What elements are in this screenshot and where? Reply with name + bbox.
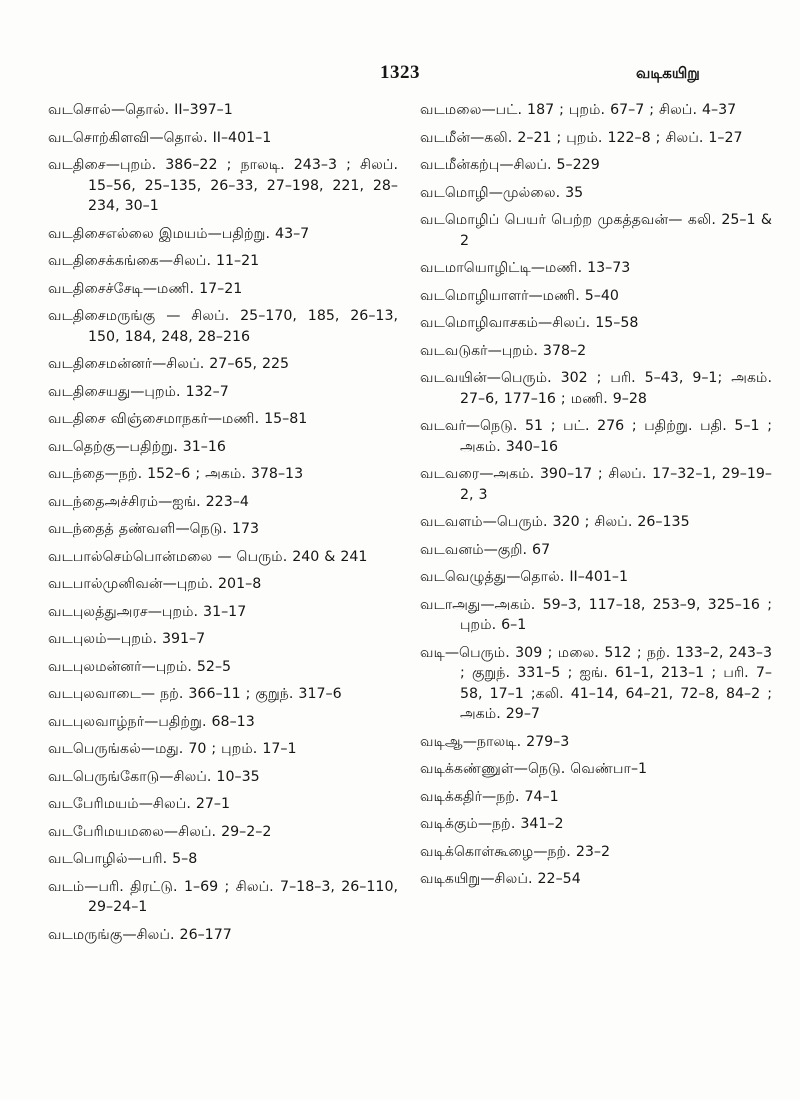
index-entry: வடபுலம்—புறம். 391–7 xyxy=(48,631,206,647)
index-entry: வடபுலமன்னர்—புறம். 52–5 xyxy=(48,658,232,675)
index-entry: வடாஅது—அகம். 59–3, 117–18, 253–9, 325–16 ; புறம். 6–1 xyxy=(420,596,772,633)
index-entry: வடிக்கும்—நற். 341–2 xyxy=(420,816,564,832)
index-entry: வடசொற்கிளவி—தொல். II–401–1 xyxy=(48,129,272,146)
index-entry: வடி—பெரும். 309 ; மலை. 512 ; நற். 133–2, 243–3 ; குறுந். 331–5 ; ஐங். 61–1, 213–1 ; பரி. 7–58, 17–1 ;கலி. 41–14, 64–21, 72–8, 84–2 ; அகம். 29–7 xyxy=(420,644,772,722)
index-entry: வடமாயொழிட்டி—மணி. 13–73 xyxy=(420,260,631,276)
index-entry: வடதிசைமருங்கு — சிலப். 25–170, 185, 26–13, 150, 184, 248, 28–216 xyxy=(48,308,398,345)
left-index-column xyxy=(48,100,398,952)
index-entry: வடிக்கதிர்—நற். 74–1 xyxy=(420,788,559,805)
index-entry: வடமொழி—முல்லை. 35 xyxy=(420,184,584,201)
index-entry: வடவயின்—பெரும். 302 ; பரி. 5–43, 9–1; அகம். 27–6, 177–16 ; மணி. 9–28 xyxy=(420,370,772,407)
index-entry: வடபால்முனிவன்—புறம். 201–8 xyxy=(48,576,262,592)
index-entry: வடந்தை—நற். 152–6 ; அகம். 378–13 xyxy=(48,466,304,482)
index-entry: வடிக்கண்ணுள்—நெடு. வெண்பா–1 xyxy=(420,761,648,777)
page-number: 1323 xyxy=(380,62,420,83)
index-entry: வடதிசை—புறம். 386–22 ; நாலடி. 243–3 ; சிலப். 15–56, 25–135, 26–33, 27–198, 221, 28–234, 30–1 xyxy=(48,157,398,214)
index-entry: வடமலை—பட். 187 ; புறம். 67–7 ; சிலப். 4–37 xyxy=(420,102,737,118)
index-entry: வடமருங்கு—சிலப். 26–177 xyxy=(48,926,232,943)
index-entry: வடமொழிப் பெயர் பெற்ற முகத்தவன்— கலி. 25–1 & 2 xyxy=(420,212,772,249)
index-entry: வடவர்—நெடு. 51 ; பட். 276 ; பதிற்று. பதி. 5–1 ; அகம். 340–16 xyxy=(420,418,772,455)
index-entry: வடவளம்—பெரும். 320 ; சிலப். 26–135 xyxy=(420,514,690,530)
running-head: வடிகயிறு xyxy=(636,64,700,82)
index-entry: வடதிசையது—புறம். 132–7 xyxy=(48,383,229,400)
index-entry: வடபால்செம்பொன்மலை — பெரும். 240 & 241 xyxy=(48,548,368,565)
index-entry: வடபெருங்கோடு—சிலப். 10–35 xyxy=(48,768,260,785)
index-entry: வடவனம்—குறி. 67 xyxy=(420,541,551,558)
index-entry: வடசொல்—தொல். II–397–1 xyxy=(48,102,233,118)
index-entry: வடவெழுத்து—தொல். II–401–1 xyxy=(420,569,629,585)
index-entry: வடவடுகர்—புறம். 378–2 xyxy=(420,342,587,359)
index-entry: வடதிசைஎல்லை இமயம்—பதிற்று. 43–7 xyxy=(48,225,310,242)
index-entry: வடதிசைமன்னர்—சிலப். 27–65, 225 xyxy=(48,356,290,372)
index-entry: வடபுலவாழ்நர்—பதிற்று. 68–13 xyxy=(48,713,255,730)
right-index-column xyxy=(420,100,772,897)
index-entry: வடமீன்—கலி. 2–21 ; புறம். 122–8 ; சிலப். 1–27 xyxy=(420,129,743,146)
index-entry: வடந்தைத் தண்வளி—நெடு. 173 xyxy=(48,521,260,537)
index-entry: வடபேரிமயமலை—சிலப். 29–2–2 xyxy=(48,823,272,840)
index-entry: வடபுலவாடை— நற். 366–11 ; குறுந். 317–6 xyxy=(48,686,342,702)
index-entry: வடதிசைச்சேடி—மணி. 17–21 xyxy=(48,280,243,297)
index-entry: வடதெற்கு—பதிற்று. 31–16 xyxy=(48,438,226,455)
index-entry: வடிக்கொள்கூழை—நற். 23–2 xyxy=(420,843,610,860)
index-entry: வடந்தைஅச்சிரம்—ஐங். 223–4 xyxy=(48,493,249,510)
index-entry: வடதிசை விஞ்சைமாநகர்—மணி. 15–81 xyxy=(48,411,308,427)
index-entry: வடமீன்கற்பு—சிலப். 5–229 xyxy=(420,157,600,173)
index-entry: வடவரை—அகம். 390–17 ; சிலப். 17–32–1, 29–19–2, 3 xyxy=(420,466,772,503)
page-header xyxy=(0,62,800,94)
index-entry: வடமொழிவாசகம்—சிலப். 15–58 xyxy=(420,315,639,331)
index-entry: வடிஆ—நாலடி. 279–3 xyxy=(420,733,570,750)
index-entry: வடதிசைக்கங்கை—சிலப். 11–21 xyxy=(48,253,260,269)
index-entry: வடம்—பரி. திரட்டு. 1–69 ; சிலப். 7–18–3, 26–110, 29–24–1 xyxy=(48,878,398,915)
index-entry: வடமொழியாளர்—மணி. 5–40 xyxy=(420,287,619,304)
index-entry: வடபெருங்கல்—மது. 70 ; புறம். 17–1 xyxy=(48,741,297,757)
index-entry: வடபுலத்துஅரச—புறம். 31–17 xyxy=(48,603,247,620)
index-entry: வடபேரிமயம்—சிலப். 27–1 xyxy=(48,796,231,812)
index-entry: வடபொழில்—பரி. 5–8 xyxy=(48,851,198,867)
index-entry: வடிகயிறு—சிலப். 22–54 xyxy=(420,871,581,887)
